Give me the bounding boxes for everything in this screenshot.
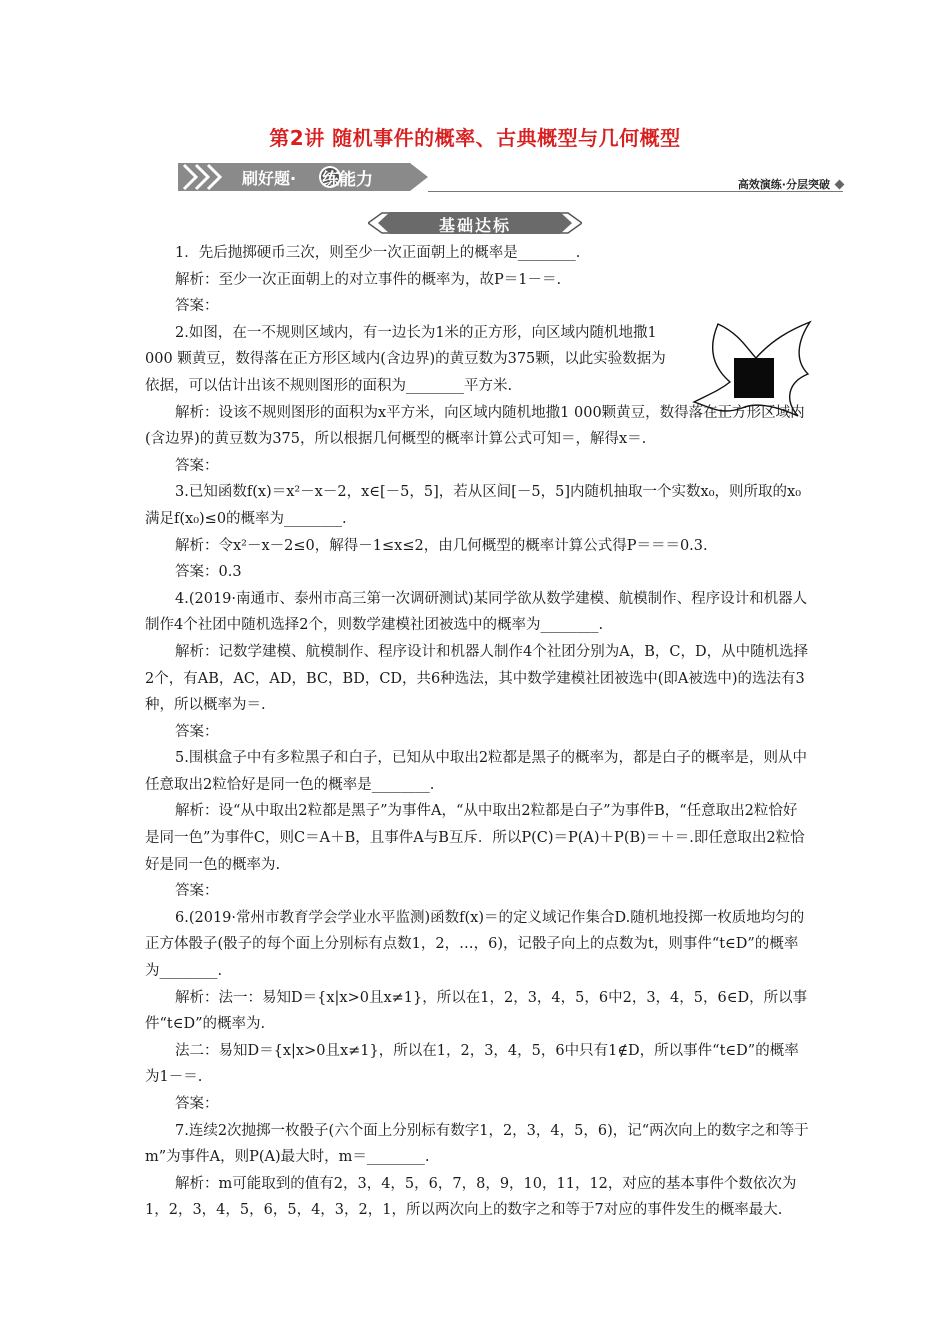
answer-2: 答案： [175,457,219,474]
solution-6-method-2: 法二：易知D＝{x|x>0且x≠1}，所以在1，2，3，4，5，6中只有1∉D，所以事件“t∈D”的概率为1－＝. [145,1042,799,1086]
question-content [145,240,810,1224]
banner-label-right: 练能力 [322,170,373,190]
solution-3: 解析：令x²－x－2≤0，解得－1≤x≤2，由几何概型的概率计算公式得P＝＝＝0.3. [175,537,708,554]
answer-1: 答案： [175,298,219,315]
question-3: 3.已知函数f(x)＝x²－x－2，x∈[－5，5]，若从区间[－5，5]内随机抽取一个实数x₀，则所取的x₀满足f(x₀)≤0的概率为________. [145,484,802,527]
practice-banner [178,162,428,192]
banner-label-left: 刷好题· [242,169,297,188]
section-header [368,210,582,236]
question-4: 4.(2019·南通市、泰州市高三第一次调研测试)某同学欲从数学建模、航模制作、程序设计和机器人制作4个社团中随机选择2个，则数学建模社团被选中的概率为________. [145,590,808,634]
answer-5: 答案： [175,883,219,900]
banner-tagline: 高效演练·分层突破 [737,178,830,191]
question-7: 7.连续2次抛掷一枚骰子(六个面上分别标有数字1，2，3，4，5，6)，记“两次向上的数字之和等于m”为事件A，则P(A)最大时，m＝________. [145,1122,809,1166]
solution-5: 解析：设“从中取出2粒都是黑子”为事件A，“从中取出2粒都是白子”为事件B，“任意取出2粒恰好是同一色”为事件C，则C＝A＋B，且事件A与B互斥．所以P(C)＝P(A)＋P(B)＝＋＝.即任意取出2粒恰好是同一色的概率为. [145,803,805,873]
banner-shape [178,162,428,192]
section-title: 基础达标 [438,216,511,235]
question-2: 2.如图，在一不规则区域内，有一边长为1米的正方形，向区域内随机地撒1 000 颗黄豆，数得落在正方形区域内(含边界)的黄豆数为375颗，以此实验数据为依据，可以估计出该不规则图形的面积为________平方米. [145,324,666,394]
solution-1: 解析：至少一次正面朝上的对立事件的概率为，故P＝1－＝. [175,271,562,288]
question-5: 5.围棋盒子中有多粒黑子和白子，已知从中取出2粒都是黑子的概率为，都是白子的概率是，则从中任意取出2粒恰好是同一色的概率是________. [145,750,808,793]
solution-4: 解析：记数学建模、航模制作、程序设计和机器人制作4个社团分别为A，B，C，D，从中随机选择2个，有AB，AC，AD，BC，BD，CD，共6种选法，其中数学建模社团被选中(即A被选中)的选法有3种，所以概率为＝. [145,643,809,714]
answer-4: 答案： [175,723,219,740]
solution-6-method-1: 解析：法一：易知D＝{x|x>0且x≠1}，所以在1，2，3，4，5，6中2，3，4，5，6∈D，所以事件“t∈D”的概率为. [145,989,808,1033]
question-1: 1．先后抛掷硬币三次，则至少一次正面朝上的概率是________. [175,245,581,261]
answer-6: 答案： [175,1096,219,1112]
solution-7: 解析：m可能取到的值有2，3，4，5，6，7，8，9，10，11，12，对应的基本事件个数依次为1，2，3，4，5，6，5，4，3，2，1，所以两次向上的数字之和等于7对应的事件发生的概率最大. [145,1175,797,1219]
diamond-icon [835,180,845,190]
question-6: 6.(2019·常州市教育学会学业水平监测)函数f(x)＝的定义域记作集合D.随机地投掷一枚质地均匀的正方体骰子(骰子的每个面上分别标有点数1，2，…，6)，记骰子向上的点数为t，则事件“t∈D”的概率为________. [145,909,805,980]
page-title: 第2讲 随机事件的概率、古典概型与几何概型 [269,126,681,150]
solution-2: 解析：设该不规则图形的面积为x平方米，向区域内随机地撒1 000颗黄豆，数得落在正方形区域内(含边界)的黄豆数为375，所以根据几何概型的概率计算公式可知＝，解得x＝. [145,404,805,448]
answer-3: 答案：0.3 [175,564,242,581]
